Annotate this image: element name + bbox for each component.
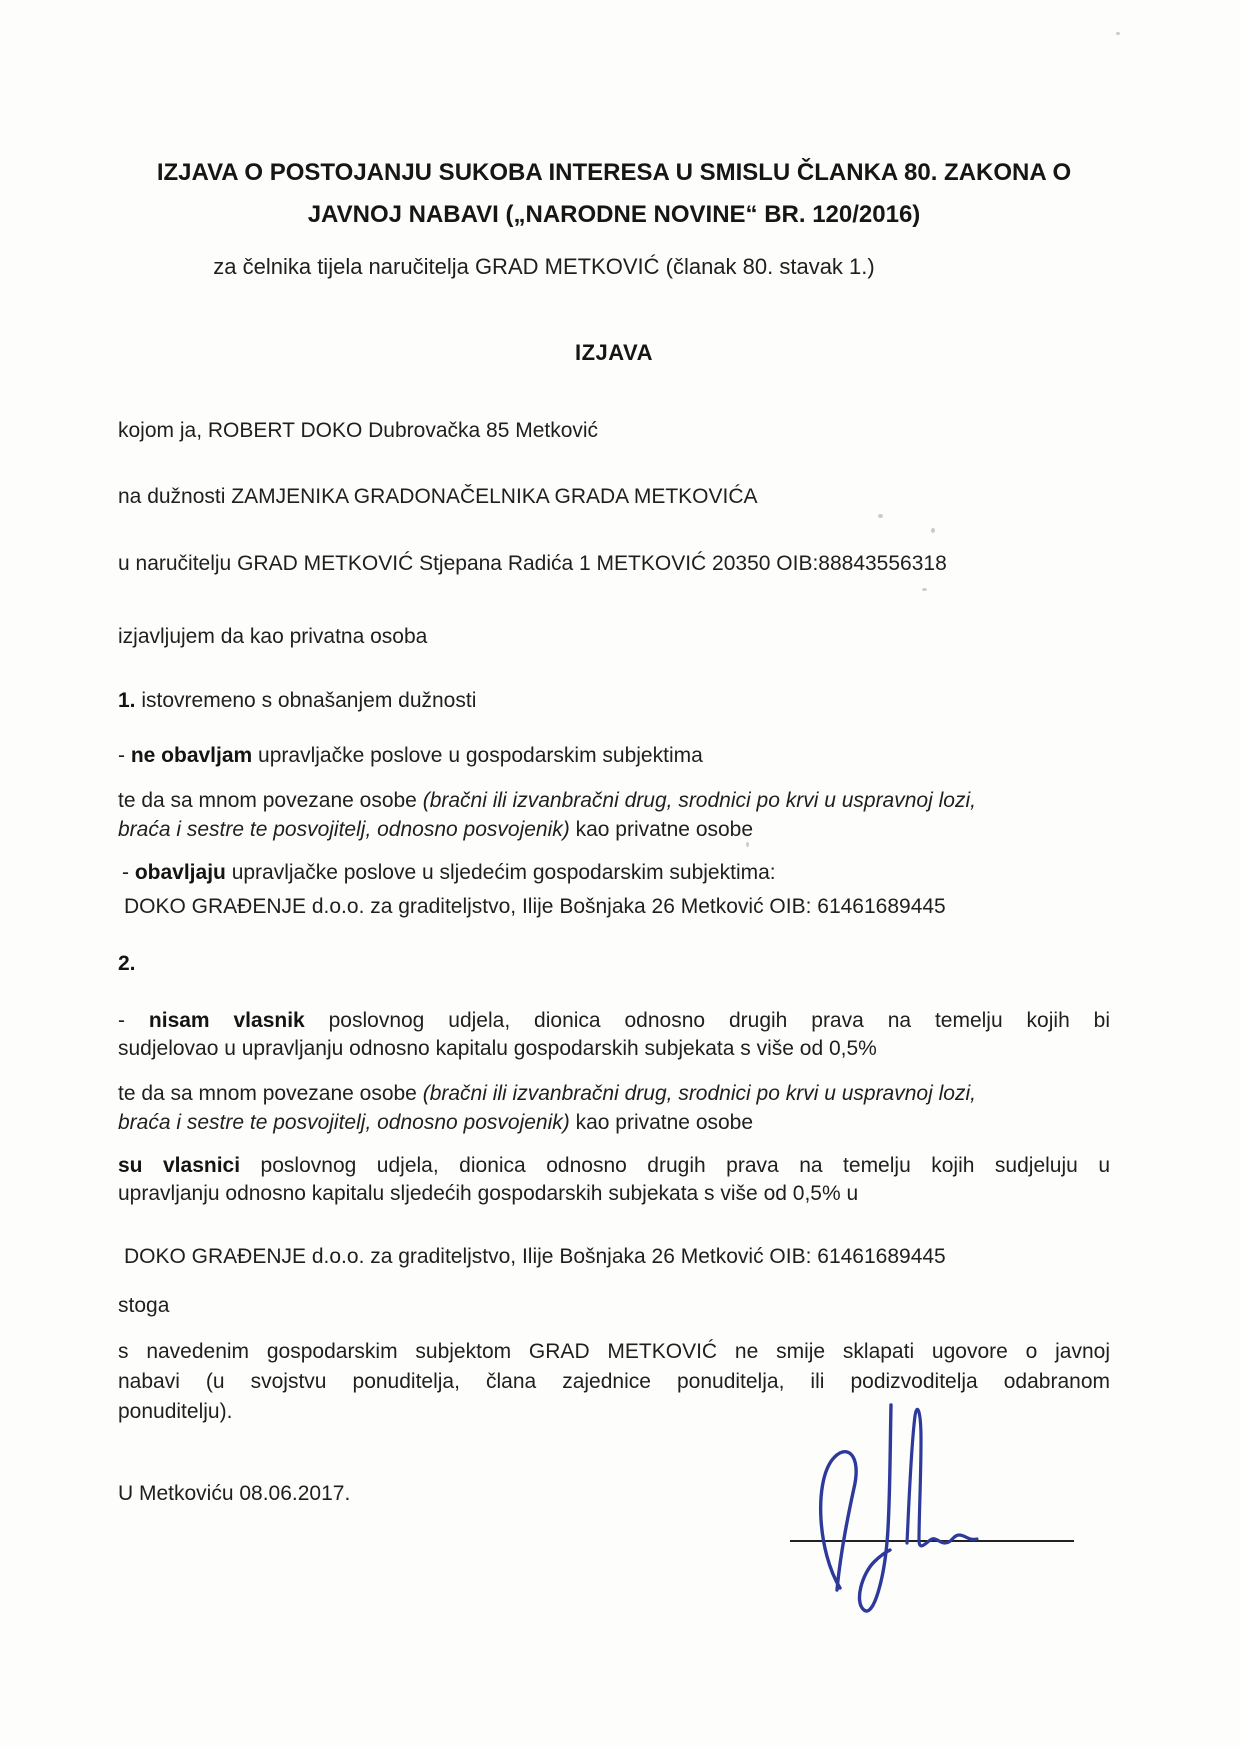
duty-paragraph: na dužnosti ZAMJENIKA GRADONAČELNIKA GRADA METKOVIĆA [118,485,758,508]
signature-stroke-tail [907,1409,977,1546]
not-owner-clause [118,1007,1110,1063]
handwritten-signature [770,1392,1030,1632]
dash: - [118,744,131,767]
scan-speck [922,588,927,591]
section-heading: IZJAVA [575,340,653,365]
closing-line-2: nabavi (u svojstvu ponuditelja, člana zajednice ponuditelja, ili podizvoditelja odabranom [118,1370,1110,1393]
related-persons-clause [118,786,1110,844]
related-italic-line-2-b: braća i sestre te posvojitelj, odnosno posvojenik) [118,1111,570,1134]
company-line: DOKO GRAĐENJE d.o.o. za graditeljstvo, Ilije Bošnjaka 26 Metković OIB: 61461689445 [124,895,946,918]
therefore-word: stoga [118,1294,170,1317]
dash: - [122,861,135,884]
scan-speck [746,842,749,847]
do-manage-rest: upravljačke poslove u sljedećim gospodarskim subjektima: [225,861,776,884]
are-owners-bold: su vlasnici [118,1154,241,1177]
closing-line-1: s navedenim gospodarskim subjektom GRAD METKOVIĆ ne smije sklapati ugovore o javnoj [118,1340,1110,1363]
company-line-2: DOKO GRAĐENJE d.o.o. za graditeljstvo, Ilije Bošnjaka 26 Metković OIB: 61461689445 [124,1245,946,1268]
item-1-number: 1. [118,689,136,712]
related-post: kao privatne osobe [569,818,754,841]
scan-speck [1116,32,1120,35]
related-italic-line-1: (bračni ili izvanbračni drug, srodnici po krvi u uspravnoj lozi, [422,789,976,812]
not-owner-bold: nisam vlasnik [148,1009,305,1032]
statement-intro-paragraph: izjavljujem da kao privatna osoba [118,625,428,648]
document-subtitle: za čelnika tijela naručitelja GRAD METKOVIĆ (članak 80. stavak 1.) [213,254,875,279]
signature-stroke-loop [821,1452,856,1590]
related-italic-line-2: braća i sestre te posvojitelj, odnosno posvojenik) [118,818,570,841]
are-owners-line-1: poslovnog udjela, dionica odnosno drugih prava na temelju kojih sudjeluju u [240,1154,1111,1177]
do-manage-clause [118,858,1110,888]
item-2 [118,949,1110,979]
related-pre-2: te da sa mnom povezane osobe [118,1082,423,1105]
item-2-number: 2. [118,952,136,975]
related-pre: te da sa mnom povezane osobe [118,789,423,812]
dash: - [118,1009,149,1032]
not-owner-line-1: poslovnog udjela, dionica odnosno drugih prava na temelju kojih bi [304,1009,1110,1032]
item-1-text: istovremeno s obnašanjem dužnosti [135,689,477,712]
document-title-line-2: JAVNOJ NABAVI („NARODNE NOVINE“ BR. 120/2016) [307,201,921,228]
signature-stroke-stem [859,1405,891,1611]
scan-speck [931,528,935,533]
document-title-line-1: IZJAVA O POSTOJANJU SUKOBA INTERESA U SMISLU ČLANKA 80. ZAKONA O [156,159,1072,186]
not-owner-line-2: sudjelovao u upravljanju odnosno kapitalu gospodarskih subjekata s više od 0,5% [118,1037,877,1060]
item-1 [118,686,1110,716]
related-post-2: kao privatne osobe [569,1111,754,1134]
not-manage-bold: ne obavljam [130,744,253,767]
related-persons-clause-2 [118,1079,1110,1137]
are-owners-clause [118,1152,1110,1208]
date-place-line: U Metkoviću 08.06.2017. [118,1482,351,1505]
authority-paragraph: u naručitelju GRAD METKOVIĆ Stjepana Radića 1 METKOVIĆ 20350 OIB:88843556318 [118,552,947,575]
not-manage-clause [118,741,1110,771]
closing-line-3: ponuditelju). [118,1400,233,1423]
related-italic-line-1-b: (bračni ili izvanbračni drug, srodnici po krvi u uspravnoj lozi, [422,1082,976,1105]
scan-speck [878,514,883,518]
not-manage-rest: upravljačke poslove u gospodarskim subjektima [252,744,703,767]
declarant-paragraph: kojom ja, ROBERT DOKO Dubrovačka 85 Metković [118,419,599,442]
are-owners-line-2: upravljanju odnosno kapitalu sljedećih gospodarskih subjekata s više od 0,5% u [118,1182,859,1205]
do-manage-bold: obavljaju [134,861,226,884]
document-body [118,152,1110,1509]
document-title [118,152,1110,236]
